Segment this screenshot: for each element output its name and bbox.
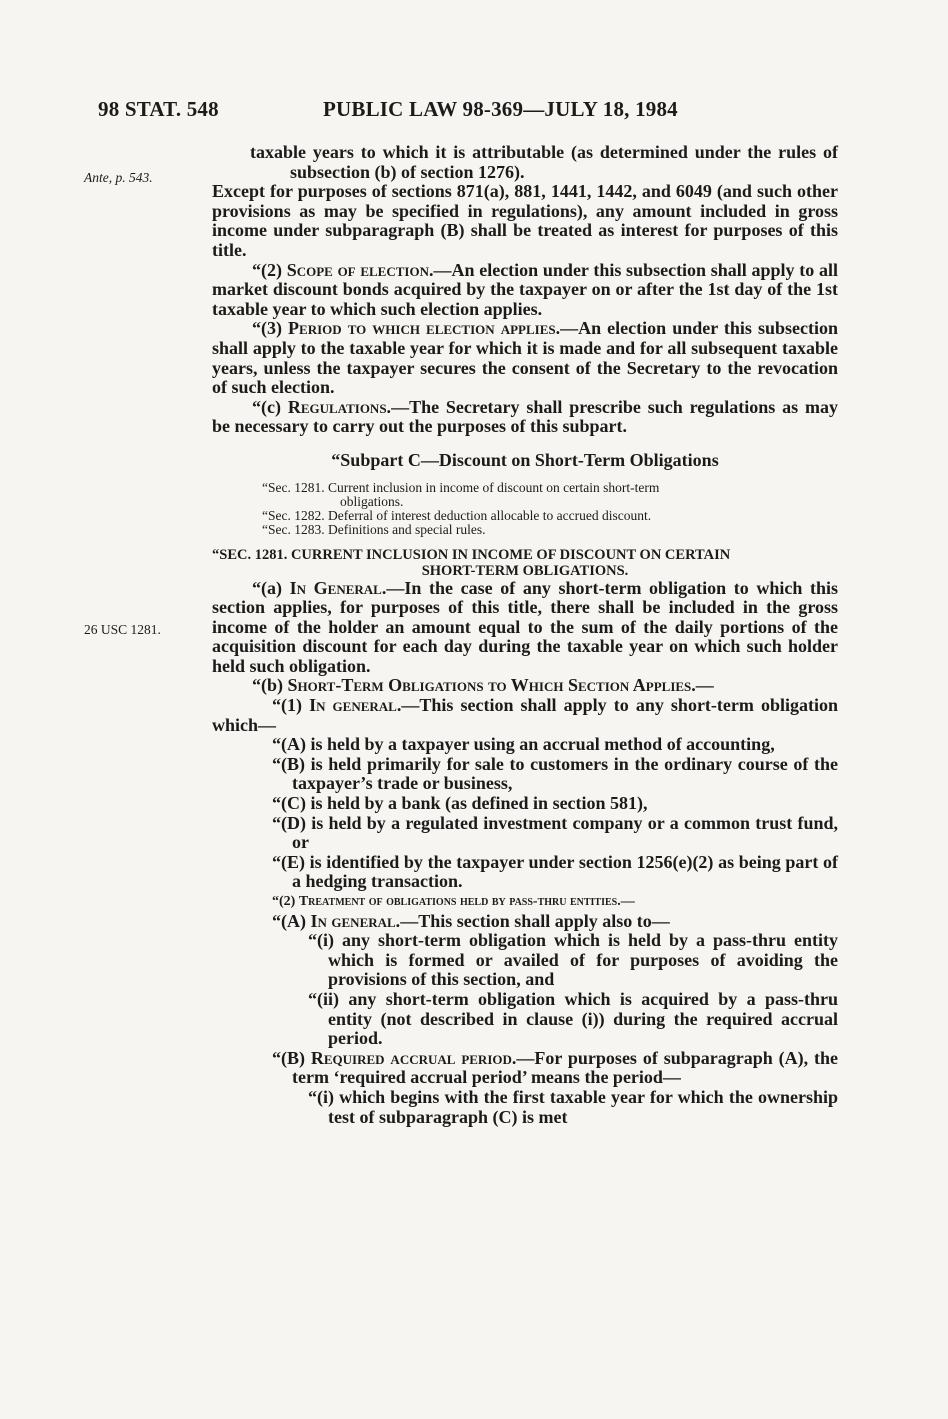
subparagraph-b1C: “(C) is held by a bank (as defined in section 581),	[272, 793, 648, 814]
toc-entry-continuation: obligations.	[340, 493, 404, 509]
paragraph-scope-of-election: “(2) Scope of election.—An election under this subsection shall apply to all market discount bonds acquired by the taxpayer on or after the 1st day of the 1st taxable year to which such election applies.	[212, 259, 839, 319]
paragraph-continuation: taxable years to which it is attributable (as determined under the rules of subsection (b) of section 1276).	[250, 142, 838, 182]
subpart-title: “Subpart C—Discount on Short-Term Obligations	[331, 449, 719, 470]
subparagraph-b1A: “(A) is held by a taxpayer using an accrual method of accounting,	[272, 734, 775, 755]
paragraph-interest-treatment: Except for purposes of sections 871(a), 881, 1441, 1442, and 6049 (and such other provisions as may be specified in regulations), any amount included in gross income under subparagraph (B) shall be treated as interest for purposes of this title.	[212, 181, 838, 260]
subparagraph-b2A: “(A) In general.—This section shall apply also to—	[272, 910, 670, 931]
margin-note-usc: 26 USC 1281.	[84, 622, 161, 637]
paragraph-regulations: “(c) Regulations.—The Secretary shall prescribe such regulations as may be necessary to carry out the purposes of this subpart.	[212, 396, 838, 437]
clause-b2Aii: “(ii) any short-term obligation which is acquired by a pass-thru entity (not described in clause (i)) during the required accrual period.	[308, 988, 838, 1049]
running-header: PUBLIC LAW 98-369—JULY 18, 1984	[323, 97, 678, 121]
clause-b2Ai: “(i) any short-term obligation which is held by a pass-thru entity which is formed or availed of for purposes of avoiding the provisions of this section, and	[308, 930, 838, 990]
toc-entry: “Sec. 1283. Definitions and special rules.	[262, 521, 486, 537]
paragraph-b2-heading: “(2) Treatment of obligations held by pass-thru entities.—	[272, 894, 635, 909]
clause-b2Bi: “(i) which begins with the first taxable year for which the ownership test of subparagraph (C) is met	[308, 1086, 838, 1127]
subsection-a: “(a) In General.—In the case of any short-term obligation to which this section applies, for purposes of this title, there shall be included in the gross income of the holder an amount equal to the sum of the daily portions of the acquisition discount for each day during the taxable year on which such holder held such obligation.	[212, 577, 838, 676]
toc-entry: “Sec. 1282. Deferral of interest deduction allocable to accrued discount.	[262, 507, 652, 523]
subparagraph-b1E: “(E) is identified by the taxpayer under section 1256(e)(2) as being part of a hedging transaction.	[272, 851, 838, 892]
page-citation: 98 STAT. 548	[98, 97, 219, 121]
toc-entry: “Sec. 1281. Current inclusion in income of discount on certain short-term	[262, 479, 660, 495]
paragraph-period-of-election: “(3) Period to which election applies.—An election under this subsection shall apply to the taxable year for which it is made and for all subsequent taxable years, unless the taxpayer secures the consent of the Secretary to the revocation of such election.	[212, 318, 838, 398]
subparagraph-b1D: “(D) is held by a regulated investment company or a common trust fund, or	[272, 812, 838, 853]
subparagraph-b2B: “(B) Required accrual period.—For purposes of subparagraph (A), the term ‘required accrual period’ means the period—	[272, 1047, 838, 1088]
section-heading: “SEC. 1281. CURRENT INCLUSION IN INCOME OF DISCOUNT ON CERTAIN SHORT-TERM OBLIGATIONS.	[212, 546, 731, 579]
table-of-sections	[262, 481, 838, 537]
statute-body	[212, 143, 838, 1127]
margin-note-ante: Ante, p. 543.	[84, 170, 153, 185]
subparagraph-b1B: “(B) is held primarily for sale to customers in the ordinary course of the taxpayer’s trade or business,	[272, 753, 838, 794]
subsection-b-heading: “(b) Short-Term Obligations to Which Section Applies.—	[252, 675, 714, 696]
paragraph-b1: “(1) In general.—This section shall apply to any short-term obligation which—	[212, 695, 838, 735]
